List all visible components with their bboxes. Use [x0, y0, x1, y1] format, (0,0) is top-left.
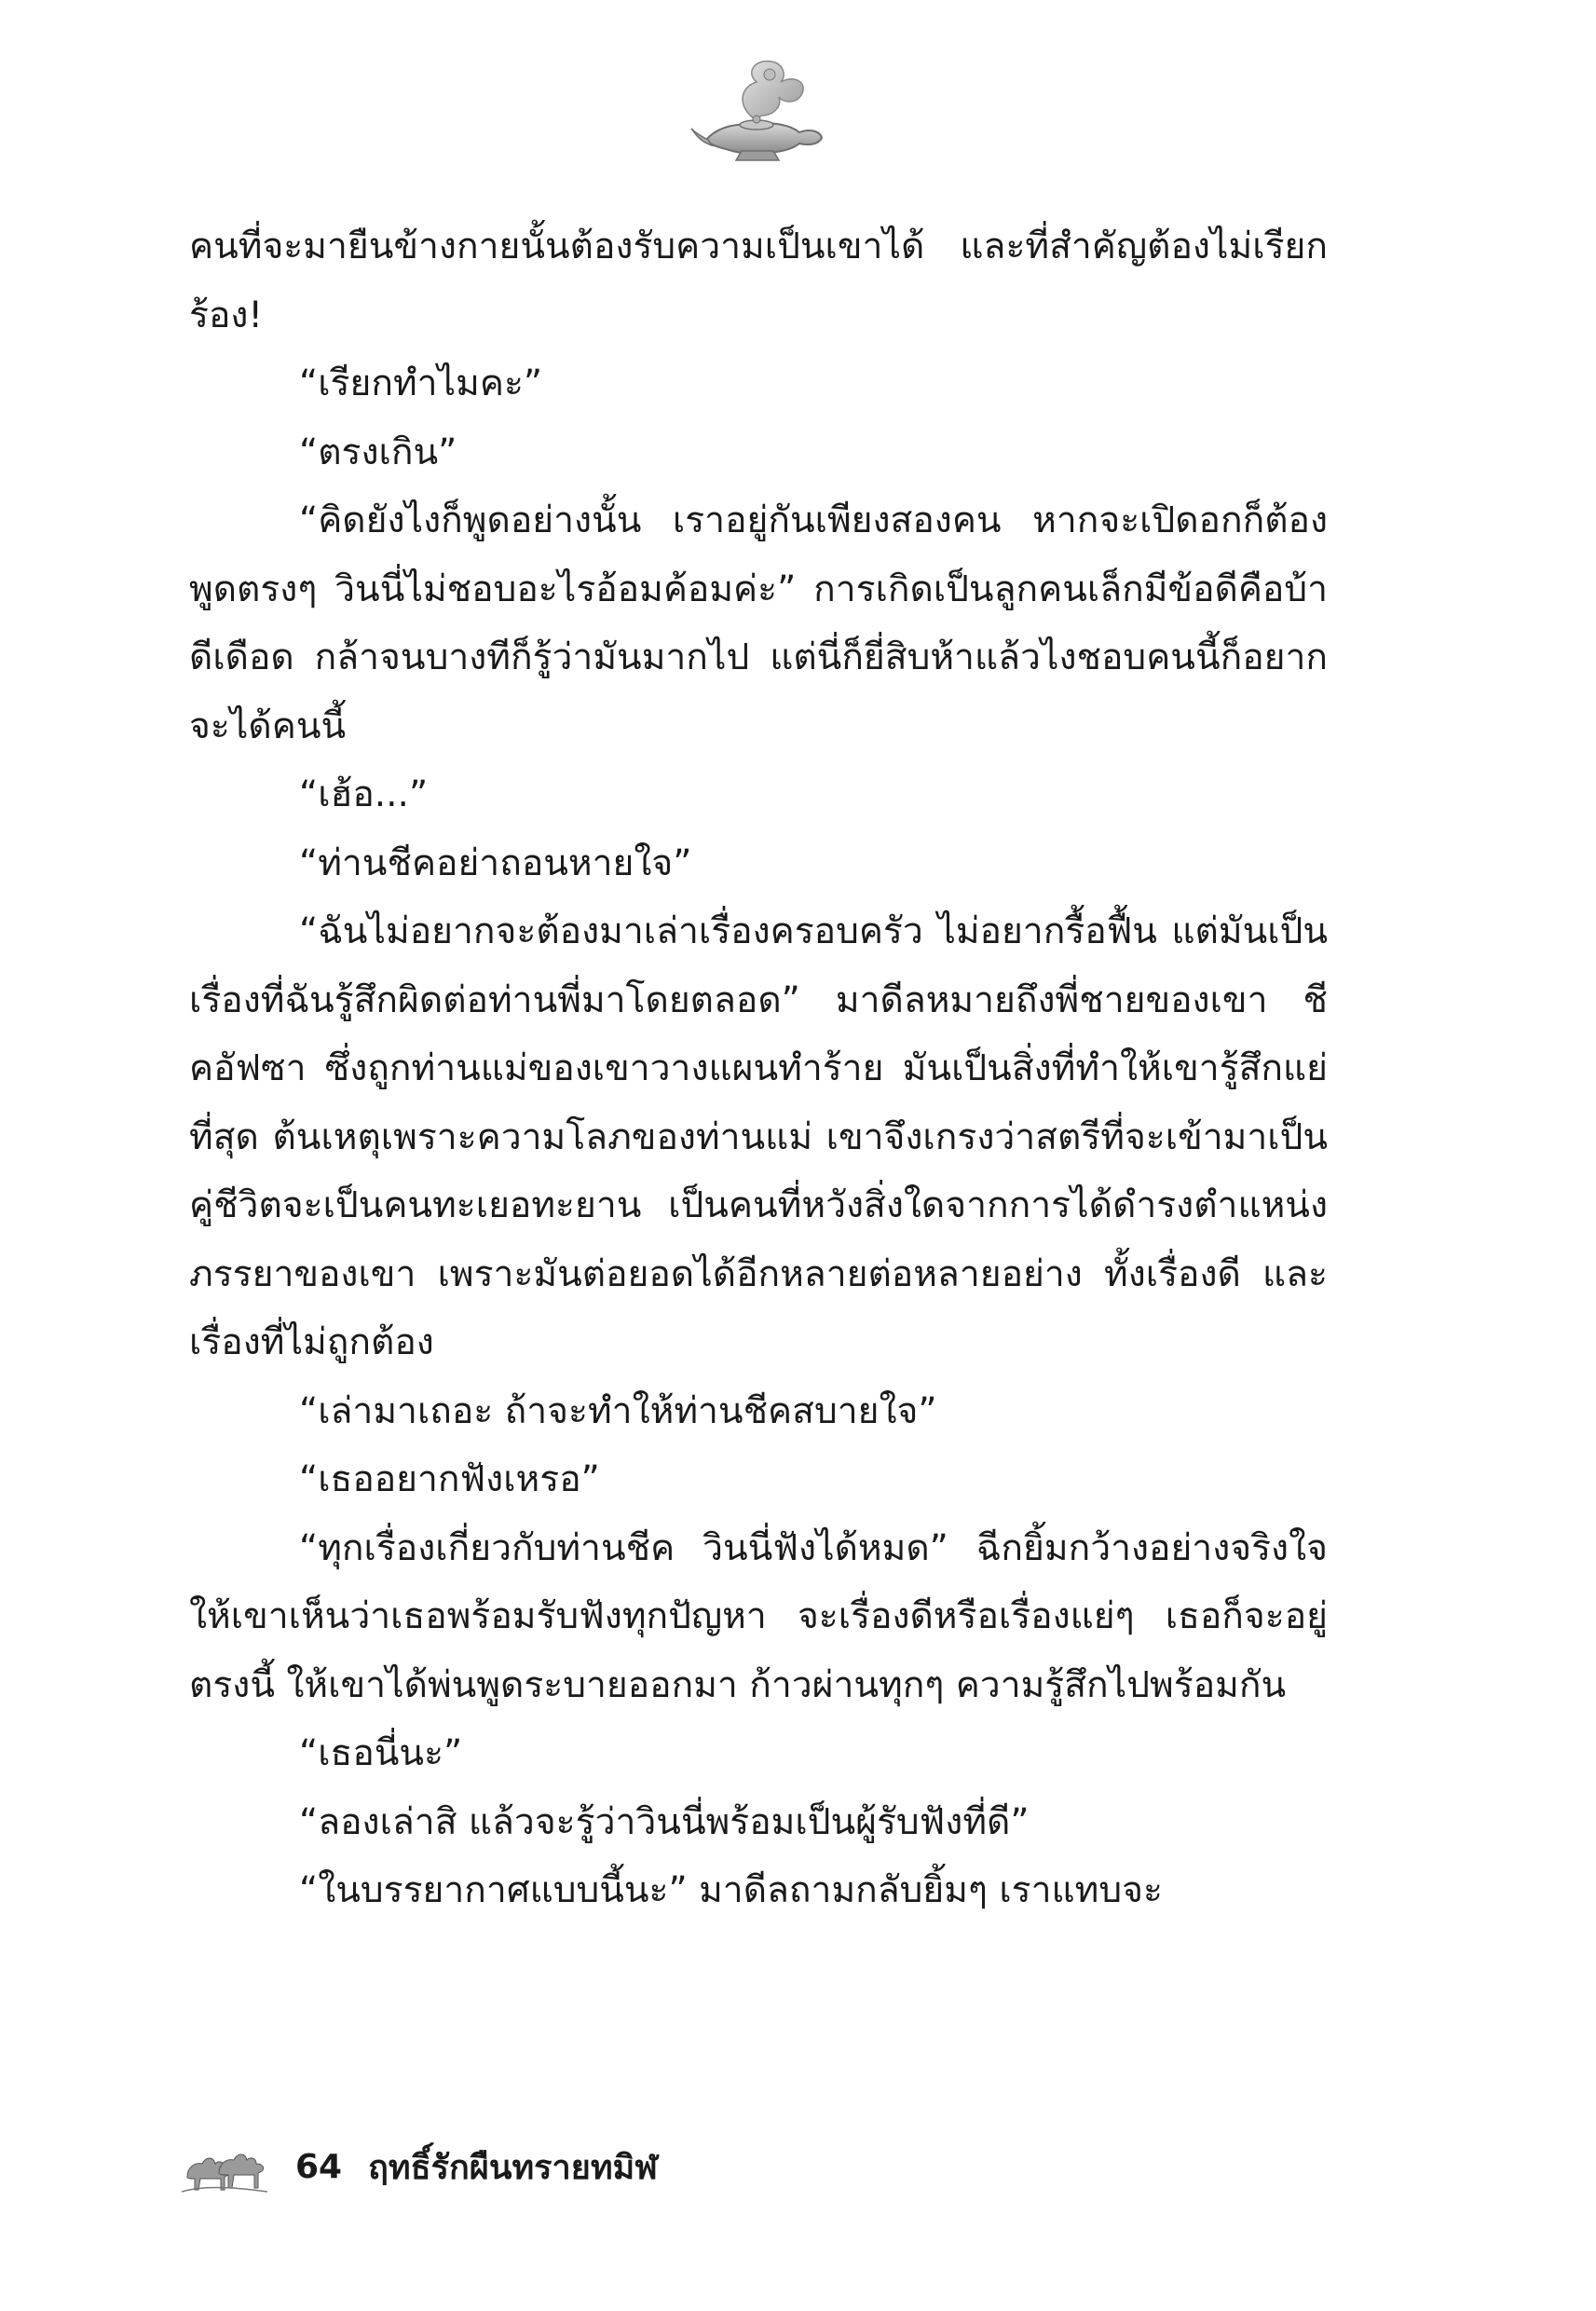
paragraph: “เรียกทำไมคะ” [299, 362, 543, 404]
paragraph: “เล่ามาเถอะ ถ้าจะทำให้ท่านชีคสบายใจ” [299, 1389, 937, 1432]
paragraph: “คิดยังไงก็พูดอย่างนั้น เราอยู่กันเพียงสองคน หากจะเปิดอกก็ต้องพูดตรงๆ วินนี่ไม่ชอบอะไรอ้อมค้อมค่ะ” การเกิดเป็นลูกคนเล็กมีข้อดีคือบ้าดีเดือด กล้าจนบางทีก็รู้ว่ามันมากไป แต่นี่ก็ยี่สิบห้าแล้วไงชอบคนนี้ก็อยากจะได้คนนี้ [189, 499, 1328, 747]
paragraph: “เธออยากฟังเหรอ” [299, 1458, 600, 1500]
paragraph: “ฉันไม่อยากจะต้องมาเล่าเรื่องครอบครัว ไม่อยากรื้อฟื้น แต่มันเป็นเรื่องที่ฉันรู้สึกผิดต่อท่านพี่มาโดยตลอด” มาดีลหมายถึงพี่ชายของเขา ชีคอัฟซา ซึ่งถูกท่านแม่ของเขาวางแผนทำร้าย มันเป็นสิ่งที่ทำให้เขารู้สึกแย่ที่สุด ต้นเหตุเพราะความโลภของท่านแม่ เขาจึงเกรงว่าสตรีที่จะเข้ามาเป็นคู่ชีวิตจะเป็นคนทะเยอทะยาน เป็นคนที่หวังสิ่งใดจากการได้ดำรงตำแหน่งภรรยาของเขา เพราะมันต่อยอดได้อีกหลายต่อหลายอย่าง ทั้งเรื่องดี และเรื่องที่ไม่ถูกต้อง [189, 910, 1328, 1363]
paragraph: “ท่านชีคอย่าถอนหายใจ” [299, 841, 692, 884]
camel-caravan-icon [182, 2140, 267, 2194]
page-footer [182, 2134, 658, 2199]
paragraph: “ในบรรยากาศแบบนี้นะ” มาดีลถามกลับยิ้มๆ เราแทบจะ [299, 1869, 1163, 1911]
paragraph: “ลองเล่าสิ แล้วจะรู้ว่าวินนี่พร้อมเป็นผู้รับฟังที่ดี” [299, 1800, 1030, 1843]
paragraph: “เฮ้อ...” [299, 773, 429, 815]
paragraph: “เธอนี่นะ” [299, 1732, 463, 1774]
paragraph: “ทุกเรื่องเกี่ยวกับท่านชีค วินนี่ฟังได้หมด” ฉีกยิ้มกว้างอย่างจริงใจให้เขาเห็นว่าเธอพร้อมรับฟังทุกปัญหา จะเรื่องดีหรือเรื่องแย่ๆ เธอก็จะอยู่ตรงนี้ ให้เขาได้พ่นพูดระบายออกมา ก้าวผ่านทุกๆ ความรู้สึกไปพร้อมกัน [189, 1526, 1328, 1706]
paragraph: คนที่จะมายืนข้างกายนั้นต้องรับความเป็นเขาได้ และที่สำคัญต้องไม่เรียกร้อง! [189, 226, 1328, 336]
paragraph: “ตรงเกิน” [299, 431, 457, 473]
page-number: 64 [295, 2147, 343, 2186]
book-title: ฤทธิ์รักผืนทรายทมิฬ [368, 2148, 658, 2187]
body-text [189, 212, 1328, 1925]
genie-lamp-icon [689, 54, 829, 166]
